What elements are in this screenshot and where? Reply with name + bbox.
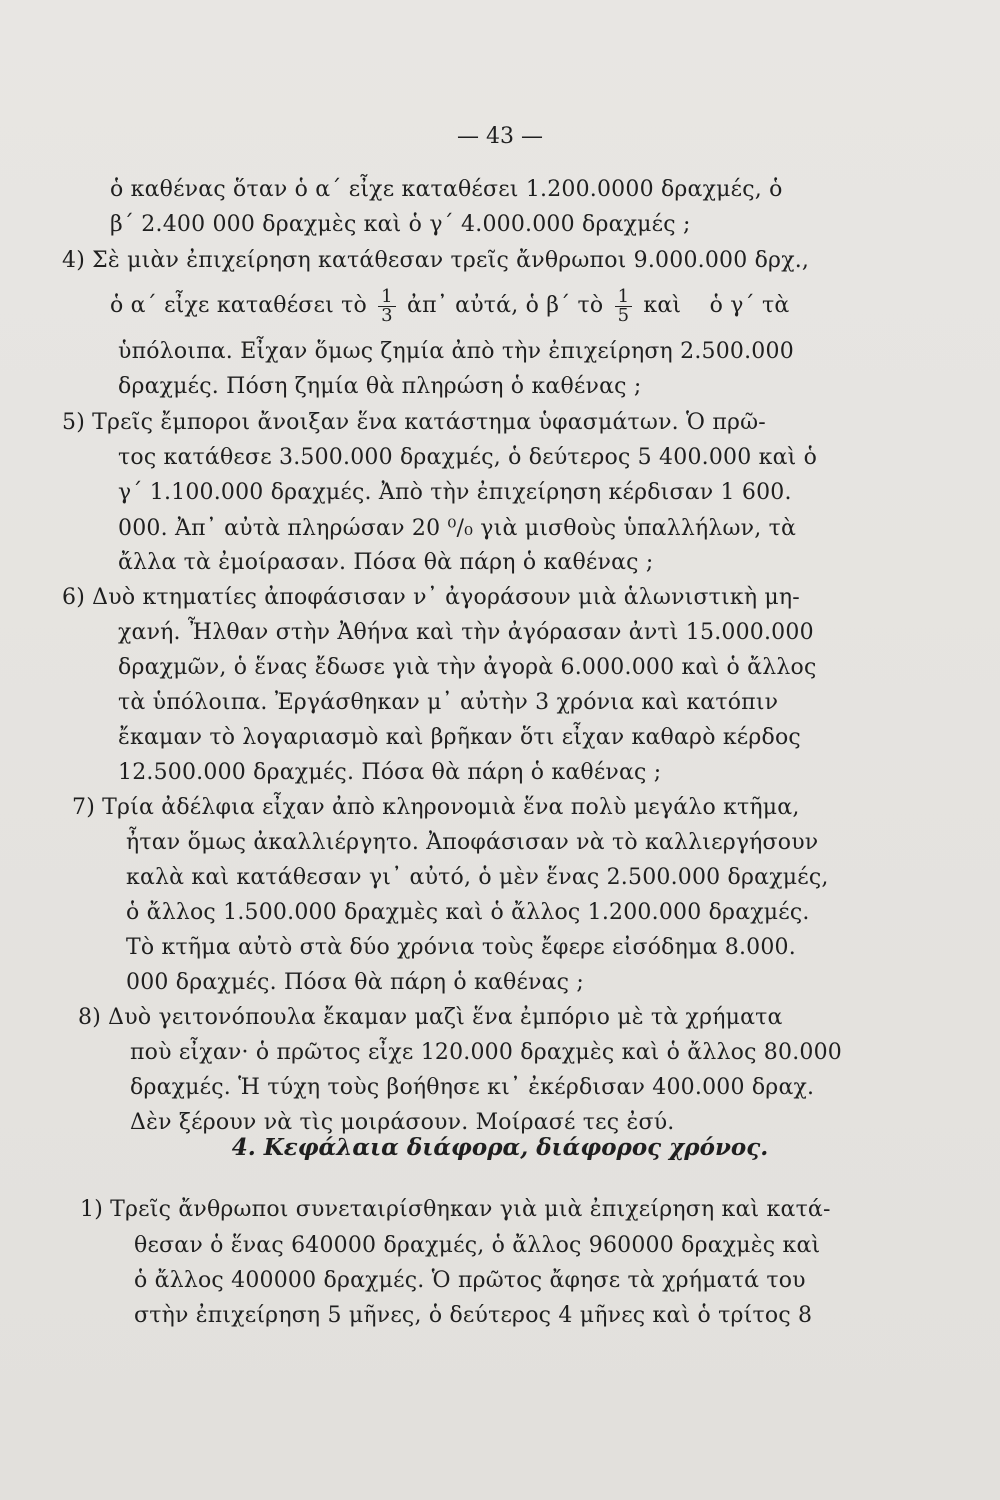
text-line: ὁ ἄλλος 400000 δραχμές. Ὁ πρῶτος ἄφησε τὰ χρήματά του xyxy=(134,1268,806,1293)
fraction-one-third: $\frac{1}{3}$ xyxy=(378,288,396,325)
text-line: ὁ καθένας ὅταν ὁ α΄ εἶχε καταθέσει 1.200.0000 δραχμές, ὁ xyxy=(110,177,783,202)
fraction-line xyxy=(110,286,789,326)
text-line: ἄλλα τὰ ἐμοίρασαν. Πόσα θὰ πάρη ὁ καθένας ; xyxy=(118,550,654,575)
text-line: 4) Σὲ μιὰν ἐπιχείρηση κατάθεσαν τρεῖς ἄνθρωποι 9.000.000 δρχ., xyxy=(62,248,810,273)
text-line: δραχμές. Ἡ τύχη τοὺς βοήθησε κι᾽ ἐκέρδισαν 400.000 δραχ. xyxy=(130,1075,815,1100)
text-line: Τὸ κτῆμα αὐτὸ στὰ δύο χρόνια τοὺς ἔφερε εἰσόδημα 8.000. xyxy=(126,935,796,960)
text-line: τὰ ὑπόλοιπα. Ἐργάσθηκαν μ᾽ αὐτὴν 3 χρόνια καὶ κατόπιν xyxy=(118,690,779,715)
text-line: Δὲν ξέρουν νὰ τὶς μοιράσουν. Μοίρασέ τες ἐσύ. xyxy=(130,1110,675,1135)
text-line: 000. Ἀπ᾽ αὐτὰ πληρώσαν 20 ⁰/₀ γιὰ μισθοὺς ὑπαλλήλων, τὰ xyxy=(118,516,797,541)
text-line: β΄ 2.400 000 δραχμὲς καὶ ὁ γ΄ 4.000.000 δραχμές ; xyxy=(110,212,691,237)
text-line: ἦταν ὅμως ἀκαλλιέργητο. Ἀποφάσισαν νὰ τὸ καλλιεργήσουν xyxy=(126,830,819,855)
text-line: ὑπόλοιπα. Εἶχαν ὅμως ζημία ἀπὸ τὴν ἐπιχείρηση 2.500.000 xyxy=(118,339,794,364)
page-number: — 43 — xyxy=(457,124,543,149)
fraction-line-part2: ἀπ᾽ αὐτά, ὁ β΄ τὸ xyxy=(407,293,604,318)
text-line: 5) Τρεῖς ἔμποροι ἄνοιξαν ἕνα κατάστημα ὑφασμάτων. Ὁ πρῶ- xyxy=(62,410,766,435)
text-line: θεσαν ὁ ἕνας 640000 δραχμές, ὁ ἄλλος 960000 δραχμὲς καὶ xyxy=(134,1233,821,1258)
text-line: δραχμῶν, ὁ ἕνας ἔδωσε γιὰ τὴν ἀγορὰ 6.000.000 καὶ ὁ ἄλλος xyxy=(118,655,817,680)
fraction-line-part4: ὁ γ΄ τὰ xyxy=(709,293,790,318)
text-line: χανή. Ἦλθαν στὴν Ἀθήνα καὶ τὴν ἀγόρασαν ἀντὶ 15.000.000 xyxy=(118,620,814,645)
text-line: στὴν ἐπιχείρηση 5 μῆνες, ὁ δεύτερος 4 μῆνες καὶ ὁ τρίτος 8 xyxy=(134,1303,813,1328)
text-line: 8) Δυὸ γειτονόπουλα ἔκαμαν μαζὶ ἕνα ἐμπόριο μὲ τὰ χρήματα xyxy=(78,1005,783,1030)
text-line: ἔκαμαν τὸ λογαριασμὸ καὶ βρῆκαν ὅτι εἶχαν καθαρὸ κέρδος xyxy=(118,725,801,750)
text-line: ποὺ εἶχαν· ὁ πρῶτος εἶχε 120.000 δραχμὲς καὶ ὁ ἄλλος 80.000 xyxy=(130,1040,842,1065)
text-line: 12.500.000 δραχμές. Πόσα θὰ πάρη ὁ καθένας ; xyxy=(118,760,662,785)
text-line: 000 δραχμές. Πόσα θὰ πάρη ὁ καθένας ; xyxy=(126,970,585,995)
text-line: 7) Τρία ἀδέλφια εἶχαν ἀπὸ κληρονομιὰ ἕνα πολὺ μεγάλο κτῆμα, xyxy=(72,795,800,820)
text-line: καλὰ καὶ κατάθεσαν γι᾽ αὐτό, ὁ μὲν ἕνας 2.500.000 δραχμές, xyxy=(126,865,829,890)
text-line: 1) Τρεῖς ἄνθρωποι συνεταιρίσθηκαν γιὰ μιὰ ἐπιχείρηση καὶ κατά- xyxy=(80,1197,831,1222)
fraction-one-fifth: $\frac{1}{5}$ xyxy=(615,288,633,325)
fraction-line-part3: καὶ xyxy=(643,293,682,318)
text-line: δραχμές. Πόση ζημία θὰ πληρώση ὁ καθένας ; xyxy=(118,374,642,399)
text-line: 6) Δυὸ κτηματίες ἀποφάσισαν ν᾽ ἀγοράσουν μιὰ ἁλωνιστικὴ μη- xyxy=(62,585,800,610)
section-heading: 4. Κεφάλαια διάφορα, διάφορος χρόνος. xyxy=(231,1134,769,1161)
text-line: τος κατάθεσε 3.500.000 δραχμές, ὁ δεύτερος 5 400.000 καὶ ὁ xyxy=(118,445,818,470)
text-line: ὁ ἄλλος 1.500.000 δραχμὲς καὶ ὁ ἄλλος 1.200.000 δραχμές. xyxy=(126,900,810,925)
fraction-line-part1: ὁ α΄ εἶχε καταθέσει τὸ xyxy=(110,293,367,318)
text-line: γ΄ 1.100.000 δραχμές. Ἀπὸ τὴν ἐπιχείρηση κέρδισαν 1 600. xyxy=(118,480,792,505)
